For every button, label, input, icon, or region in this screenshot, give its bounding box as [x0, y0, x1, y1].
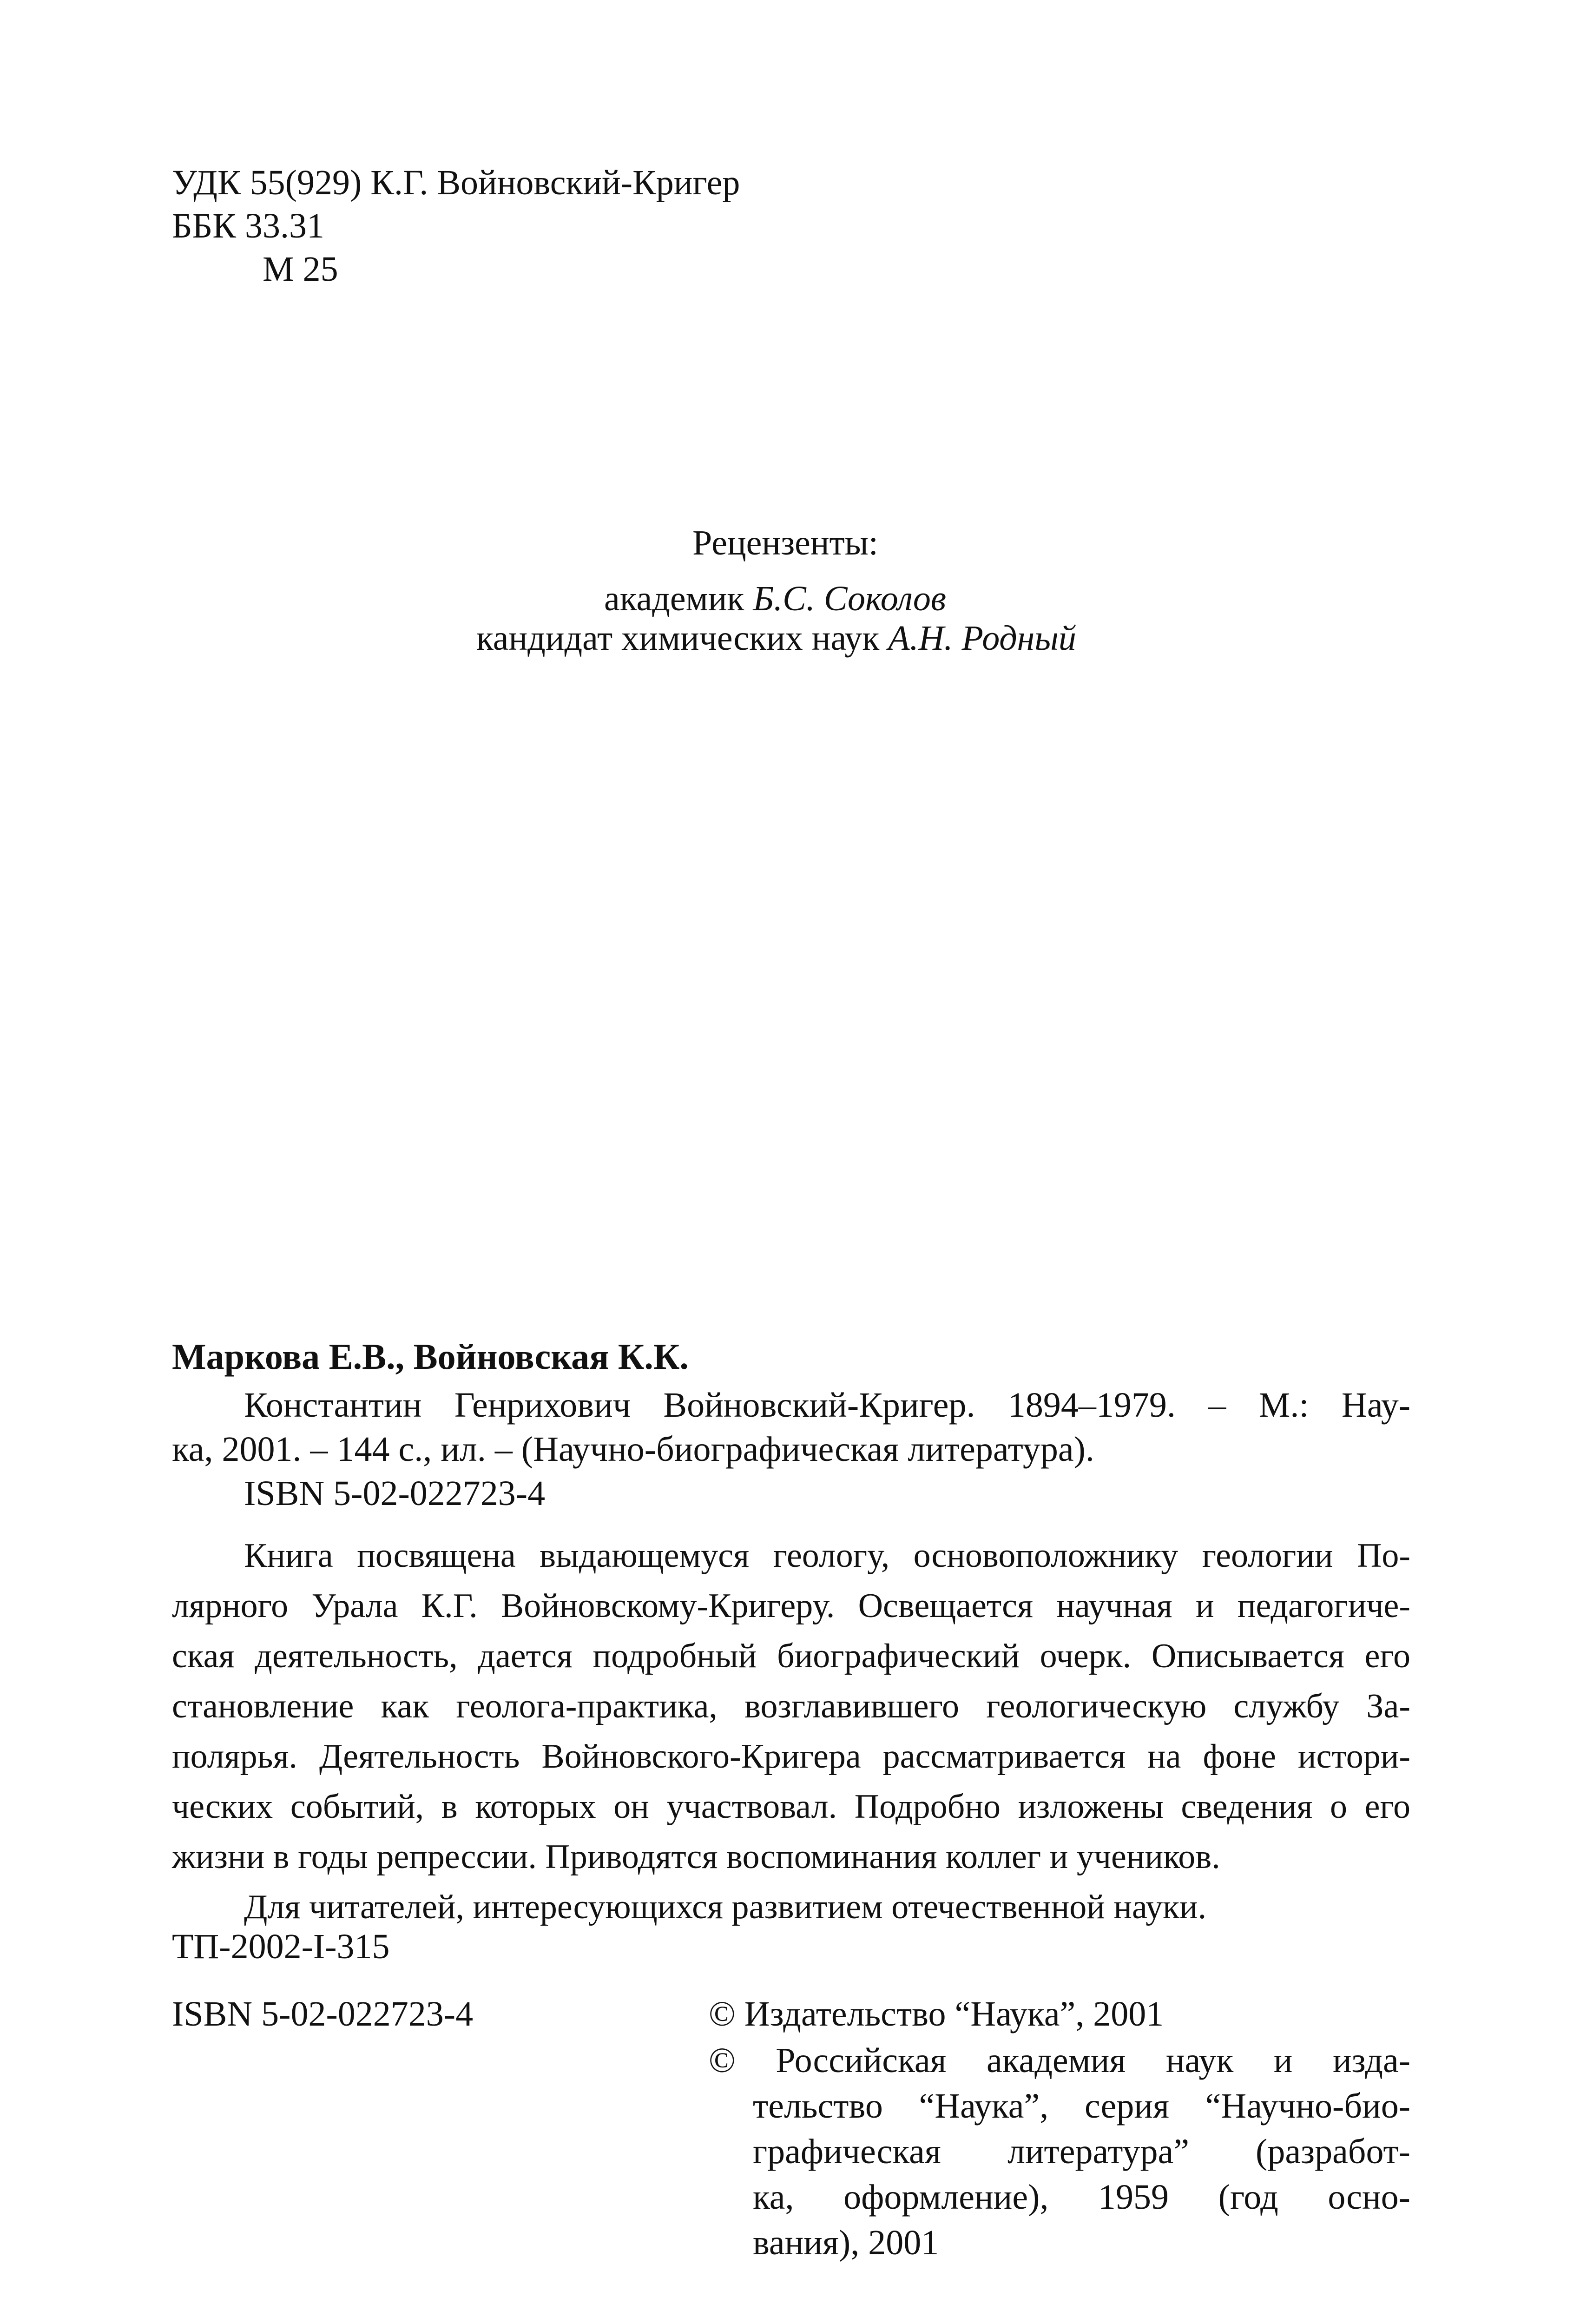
- copyright-ran-line: © Российская академия наук и изда-: [709, 2041, 1410, 2080]
- abstract-line: лярного Урала К.Г. Войновскому-Кригеру. Освещается научная и педагогиче-: [172, 1587, 1410, 1625]
- bibliography-line-1: Константин Генрихович Войновский-Кригер. 1894–1979. – М.: Нау-: [244, 1386, 1410, 1425]
- author-mark: М 25: [263, 250, 338, 289]
- abstract-line: полярья. Деятельность Войновского-Кригера рассматривается на фоне истори-: [172, 1737, 1410, 1776]
- copyright-ran-line: вания), 2001: [753, 2223, 939, 2262]
- reviewer-2-role: кандидат химических наук: [476, 619, 889, 658]
- abstract-audience: Для читателей, интересующихся развитием отечественной науки.: [244, 1888, 1207, 1926]
- copyright-ran-line: тельство “Наука”, серия “Научно-био-: [753, 2086, 1410, 2126]
- footer-isbn: ISBN 5-02-022723-4: [172, 1994, 474, 2034]
- reviewers-heading: Рецензенты:: [692, 523, 878, 562]
- reviewer-1: [604, 581, 946, 616]
- abstract: [172, 1538, 1410, 1940]
- copyright-ran-line: ка, оформление), 1959 (год осно-: [753, 2178, 1410, 2217]
- abstract-line: Книга посвящена выдающемуся геологу, основоположнику геологии По-: [244, 1537, 1410, 1575]
- copyright-ran-line: графическая литература” (разработ-: [753, 2132, 1410, 2171]
- abstract-line: жизни в годы репрессии. Приводятся воспоминания коллег и учеников.: [172, 1838, 1220, 1876]
- abstract-line: становление как геолога-практика, возглавившего геологическую службу За-: [172, 1687, 1410, 1725]
- abstract-line: ская деятельность, дается подробный биографический очерк. Описывается его: [172, 1637, 1410, 1675]
- reviewer-1-name: Б.С. Соколов: [753, 579, 946, 618]
- bibliography-line-2: ка, 2001. – 144 с., ил. – (Научно-биографическая литература).: [172, 1430, 1094, 1469]
- udc-code: УДК 55(929) К.Г. Войновский-Кригер: [172, 163, 740, 202]
- tp-code: ТП-2002-I-315: [172, 1927, 390, 1966]
- abstract-line: ческих событий, в которых он участвовал. Подробно изложены сведения о его: [172, 1788, 1410, 1826]
- bibliography-authors: Маркова Е.В., Войновская К.К.: [172, 1336, 689, 1377]
- reviewer-1-role: академик: [604, 579, 753, 618]
- reviewer-2: [476, 621, 1076, 656]
- bibliography-isbn: ISBN 5-02-022723-4: [244, 1474, 546, 1513]
- bbk-code: ББК 33.31: [172, 206, 324, 245]
- copyright-nauka: © Издательство “Наука”, 2001: [709, 1994, 1164, 2034]
- reviewer-2-name: А.Н. Родный: [888, 619, 1076, 658]
